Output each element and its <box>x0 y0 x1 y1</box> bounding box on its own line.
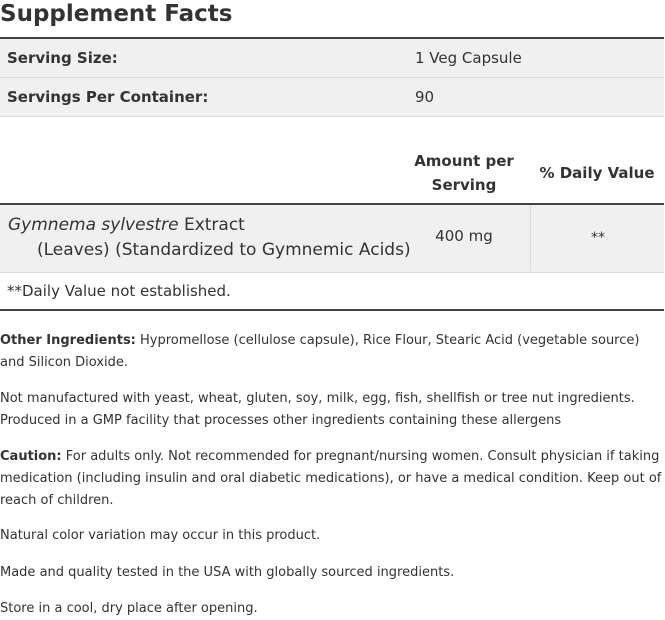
ingredient-daily-value: ** <box>530 205 665 271</box>
daily-value-footnote: **Daily Value not established. <box>7 282 231 300</box>
amount-header-line2: Serving <box>431 176 497 194</box>
caution-text: For adults only. Not recommended for pregnant/nursing women. Consult physician if taking medication (including insulin and oral diabetic medications), or have a medical condition. Keep out of reach of children. <box>0 449 662 508</box>
other-ingredients-label: Other Ingredients: <box>0 333 136 348</box>
caution-label: Caution: <box>0 449 62 464</box>
color-variation-note: Natural color variation may occur in this product. <box>0 528 321 543</box>
daily-value-header: % Daily Value <box>539 164 655 182</box>
allergen-note-line2: Produced in a GMP facility that processes other ingredients containing these allergens <box>0 413 562 428</box>
ingredient-amount: 400 mg <box>435 227 493 245</box>
serving-size-row <box>0 39 664 78</box>
other-ingredients-text: Hypromellose (cellulose capsule), Rice Flour, Stearic Acid (vegetable source) and Silicon Dioxide. <box>0 333 640 370</box>
ingredient-name <box>8 213 411 263</box>
ingredient-name-detail: (Leaves) (Standardized to Gymnemic Acids) <box>37 240 411 260</box>
supplement-facts-table <box>0 37 664 311</box>
page-title: Supplement Facts <box>0 1 233 27</box>
ingredient-latin-name: Gymnema sylvestre <box>8 215 179 235</box>
footnote-row <box>0 273 664 309</box>
serving-size-value: 1 Veg Capsule <box>415 49 522 67</box>
amount-header-line1: Amount per <box>414 152 514 170</box>
ingredient-name-rest: Extract <box>178 215 245 235</box>
other-ingredients <box>0 330 664 374</box>
allergen-note <box>0 388 664 432</box>
storage-note: Store in a cool, dry place after opening. <box>0 601 258 616</box>
servings-per-container-value: 90 <box>415 88 435 106</box>
amount-per-serving-header <box>400 149 528 197</box>
allergen-note-line1: Not manufactured with yeast, wheat, gluten, soy, milk, egg, fish, shellfish or tree nut ingredients. <box>0 391 635 406</box>
servings-per-container-row <box>0 78 664 117</box>
servings-per-container-label: Servings Per Container: <box>7 88 209 106</box>
caution-note <box>0 446 664 512</box>
serving-size-label: Serving Size: <box>7 49 118 67</box>
ingredient-row <box>0 205 664 273</box>
table-header-row <box>0 143 664 205</box>
made-in-usa-note: Made and quality tested in the USA with globally sourced ingredients. <box>0 565 455 580</box>
